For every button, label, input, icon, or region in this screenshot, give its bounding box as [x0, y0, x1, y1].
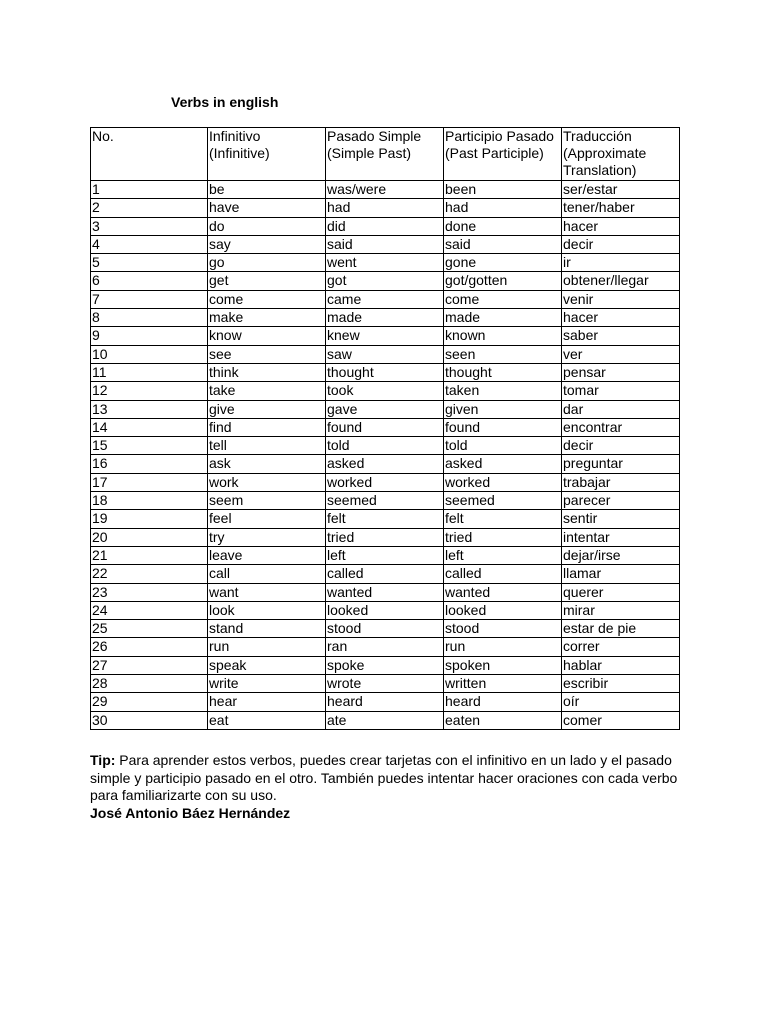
- table-row: [91, 327, 680, 345]
- row-past-participle: seemed: [444, 492, 562, 510]
- row-simple-past: wanted: [326, 583, 444, 601]
- row-infinitive: leave: [208, 546, 326, 564]
- row-infinitive: see: [208, 345, 326, 363]
- row-infinitive: feel: [208, 510, 326, 528]
- row-translation: oír: [562, 693, 680, 711]
- row-number: 14: [91, 418, 208, 436]
- row-past-participle: gone: [444, 254, 562, 272]
- row-translation: tener/haber: [562, 199, 680, 217]
- table-row: [91, 675, 680, 693]
- row-past-participle: had: [444, 199, 562, 217]
- row-simple-past: wrote: [326, 675, 444, 693]
- tip-label: Tip:: [90, 752, 116, 768]
- row-translation: decir: [562, 235, 680, 253]
- row-infinitive: go: [208, 254, 326, 272]
- row-past-participle: told: [444, 437, 562, 455]
- row-past-participle: stood: [444, 620, 562, 638]
- row-past-participle: left: [444, 546, 562, 564]
- row-translation: preguntar: [562, 455, 680, 473]
- row-translation: llamar: [562, 565, 680, 583]
- tip-text: Para aprender estos verbos, puedes crear tarjetas con el infinitivo en un lado y el pasado simple y participio pasado en el otro. También puedes intentar hacer oraciones con cada verbo para familiarizarte con su uso.: [90, 752, 678, 803]
- row-simple-past: did: [326, 217, 444, 235]
- header-translation: Traducción (Approximate Translation): [562, 128, 680, 181]
- row-translation: comer: [562, 711, 680, 729]
- row-simple-past: got: [326, 272, 444, 290]
- table-row: [91, 711, 680, 729]
- row-simple-past: seemed: [326, 492, 444, 510]
- row-translation: saber: [562, 327, 680, 345]
- table-row: [91, 400, 680, 418]
- table-row: [91, 290, 680, 308]
- row-translation: dar: [562, 400, 680, 418]
- row-infinitive: speak: [208, 656, 326, 674]
- row-translation: venir: [562, 290, 680, 308]
- row-translation: hablar: [562, 656, 680, 674]
- row-translation: hacer: [562, 217, 680, 235]
- row-infinitive: make: [208, 309, 326, 327]
- row-number: 30: [91, 711, 208, 729]
- table-header-row: [91, 128, 680, 181]
- row-simple-past: ate: [326, 711, 444, 729]
- row-number: 19: [91, 510, 208, 528]
- row-infinitive: give: [208, 400, 326, 418]
- row-translation: hacer: [562, 309, 680, 327]
- row-simple-past: spoke: [326, 656, 444, 674]
- row-number: 16: [91, 455, 208, 473]
- row-simple-past: looked: [326, 601, 444, 619]
- row-translation: pensar: [562, 363, 680, 381]
- row-translation: correr: [562, 638, 680, 656]
- document-title: Verbs in english: [171, 94, 279, 110]
- table-row: [91, 382, 680, 400]
- table-row: [91, 309, 680, 327]
- row-translation: decir: [562, 437, 680, 455]
- header-infinitive: Infinitivo (Infinitive): [208, 128, 326, 181]
- table-row: [91, 528, 680, 546]
- row-number: 4: [91, 235, 208, 253]
- row-number: 15: [91, 437, 208, 455]
- row-number: 13: [91, 400, 208, 418]
- row-infinitive: come: [208, 290, 326, 308]
- table-row: [91, 199, 680, 217]
- row-infinitive: know: [208, 327, 326, 345]
- table-row: [91, 638, 680, 656]
- row-number: 26: [91, 638, 208, 656]
- row-number: 8: [91, 309, 208, 327]
- row-translation: ir: [562, 254, 680, 272]
- row-simple-past: ran: [326, 638, 444, 656]
- row-simple-past: stood: [326, 620, 444, 638]
- row-translation: mirar: [562, 601, 680, 619]
- row-number: 9: [91, 327, 208, 345]
- row-infinitive: look: [208, 601, 326, 619]
- row-past-participle: written: [444, 675, 562, 693]
- row-simple-past: called: [326, 565, 444, 583]
- table-row: [91, 601, 680, 619]
- table-row: [91, 693, 680, 711]
- verbs-table: [90, 127, 680, 730]
- tip-paragraph: [90, 752, 680, 805]
- row-past-participle: worked: [444, 473, 562, 491]
- row-translation: sentir: [562, 510, 680, 528]
- row-past-participle: heard: [444, 693, 562, 711]
- row-number: 6: [91, 272, 208, 290]
- row-number: 7: [91, 290, 208, 308]
- row-infinitive: get: [208, 272, 326, 290]
- row-number: 22: [91, 565, 208, 583]
- row-number: 23: [91, 583, 208, 601]
- row-simple-past: thought: [326, 363, 444, 381]
- row-simple-past: told: [326, 437, 444, 455]
- row-past-participle: eaten: [444, 711, 562, 729]
- row-translation: intentar: [562, 528, 680, 546]
- table-row: [91, 437, 680, 455]
- row-infinitive: say: [208, 235, 326, 253]
- row-past-participle: seen: [444, 345, 562, 363]
- row-infinitive: tell: [208, 437, 326, 455]
- table-row: [91, 656, 680, 674]
- row-simple-past: left: [326, 546, 444, 564]
- row-infinitive: hear: [208, 693, 326, 711]
- row-translation: parecer: [562, 492, 680, 510]
- row-past-participle: spoken: [444, 656, 562, 674]
- row-infinitive: seem: [208, 492, 326, 510]
- row-simple-past: took: [326, 382, 444, 400]
- row-past-participle: known: [444, 327, 562, 345]
- row-infinitive: ask: [208, 455, 326, 473]
- row-simple-past: felt: [326, 510, 444, 528]
- row-number: 25: [91, 620, 208, 638]
- row-translation: dejar/irse: [562, 546, 680, 564]
- row-number: 20: [91, 528, 208, 546]
- row-past-participle: run: [444, 638, 562, 656]
- row-number: 10: [91, 345, 208, 363]
- table-row: [91, 620, 680, 638]
- row-infinitive: call: [208, 565, 326, 583]
- row-past-participle: felt: [444, 510, 562, 528]
- row-number: 3: [91, 217, 208, 235]
- row-past-participle: made: [444, 309, 562, 327]
- table-row: [91, 510, 680, 528]
- row-simple-past: found: [326, 418, 444, 436]
- row-infinitive: find: [208, 418, 326, 436]
- row-simple-past: went: [326, 254, 444, 272]
- row-simple-past: came: [326, 290, 444, 308]
- row-past-participle: thought: [444, 363, 562, 381]
- row-translation: encontrar: [562, 418, 680, 436]
- row-infinitive: write: [208, 675, 326, 693]
- row-number: 5: [91, 254, 208, 272]
- row-translation: tomar: [562, 382, 680, 400]
- table-row: [91, 254, 680, 272]
- header-simple-past: Pasado Simple (Simple Past): [326, 128, 444, 181]
- row-infinitive: work: [208, 473, 326, 491]
- row-number: 28: [91, 675, 208, 693]
- row-past-participle: got/gotten: [444, 272, 562, 290]
- row-past-participle: wanted: [444, 583, 562, 601]
- row-translation: estar de pie: [562, 620, 680, 638]
- table-row: [91, 546, 680, 564]
- row-translation: querer: [562, 583, 680, 601]
- table-body: [91, 181, 680, 730]
- row-past-participle: taken: [444, 382, 562, 400]
- table-row: [91, 565, 680, 583]
- row-past-participle: come: [444, 290, 562, 308]
- row-translation: ver: [562, 345, 680, 363]
- row-past-participle: found: [444, 418, 562, 436]
- row-number: 24: [91, 601, 208, 619]
- row-past-participle: been: [444, 181, 562, 199]
- row-infinitive: have: [208, 199, 326, 217]
- row-simple-past: gave: [326, 400, 444, 418]
- row-past-participle: tried: [444, 528, 562, 546]
- row-past-participle: given: [444, 400, 562, 418]
- table-row: [91, 418, 680, 436]
- row-translation: trabajar: [562, 473, 680, 491]
- row-infinitive: eat: [208, 711, 326, 729]
- table-row: [91, 455, 680, 473]
- author-name: José Antonio Báez Hernández: [90, 805, 291, 821]
- row-number: 29: [91, 693, 208, 711]
- row-infinitive: do: [208, 217, 326, 235]
- row-number: 17: [91, 473, 208, 491]
- row-translation: ser/estar: [562, 181, 680, 199]
- row-infinitive: take: [208, 382, 326, 400]
- table-row: [91, 235, 680, 253]
- table-row: [91, 181, 680, 199]
- row-number: 21: [91, 546, 208, 564]
- row-translation: escribir: [562, 675, 680, 693]
- row-simple-past: heard: [326, 693, 444, 711]
- row-simple-past: worked: [326, 473, 444, 491]
- row-simple-past: said: [326, 235, 444, 253]
- row-translation: obtener/llegar: [562, 272, 680, 290]
- row-number: 18: [91, 492, 208, 510]
- row-simple-past: saw: [326, 345, 444, 363]
- header-past-participle: Participio Pasado (Past Participle): [444, 128, 562, 181]
- table-row: [91, 217, 680, 235]
- row-number: 12: [91, 382, 208, 400]
- row-simple-past: tried: [326, 528, 444, 546]
- row-simple-past: made: [326, 309, 444, 327]
- row-simple-past: was/were: [326, 181, 444, 199]
- row-infinitive: try: [208, 528, 326, 546]
- table-row: [91, 492, 680, 510]
- table-row: [91, 272, 680, 290]
- row-simple-past: had: [326, 199, 444, 217]
- row-infinitive: stand: [208, 620, 326, 638]
- row-number: 2: [91, 199, 208, 217]
- row-number: 11: [91, 363, 208, 381]
- row-infinitive: run: [208, 638, 326, 656]
- row-past-participle: said: [444, 235, 562, 253]
- row-past-participle: done: [444, 217, 562, 235]
- table-row: [91, 363, 680, 381]
- row-number: 1: [91, 181, 208, 199]
- table-row: [91, 345, 680, 363]
- table-row: [91, 583, 680, 601]
- row-past-participle: looked: [444, 601, 562, 619]
- row-past-participle: called: [444, 565, 562, 583]
- table-row: [91, 473, 680, 491]
- row-infinitive: want: [208, 583, 326, 601]
- row-simple-past: knew: [326, 327, 444, 345]
- row-infinitive: be: [208, 181, 326, 199]
- row-simple-past: asked: [326, 455, 444, 473]
- header-number: No.: [91, 128, 208, 181]
- row-infinitive: think: [208, 363, 326, 381]
- row-number: 27: [91, 656, 208, 674]
- row-past-participle: asked: [444, 455, 562, 473]
